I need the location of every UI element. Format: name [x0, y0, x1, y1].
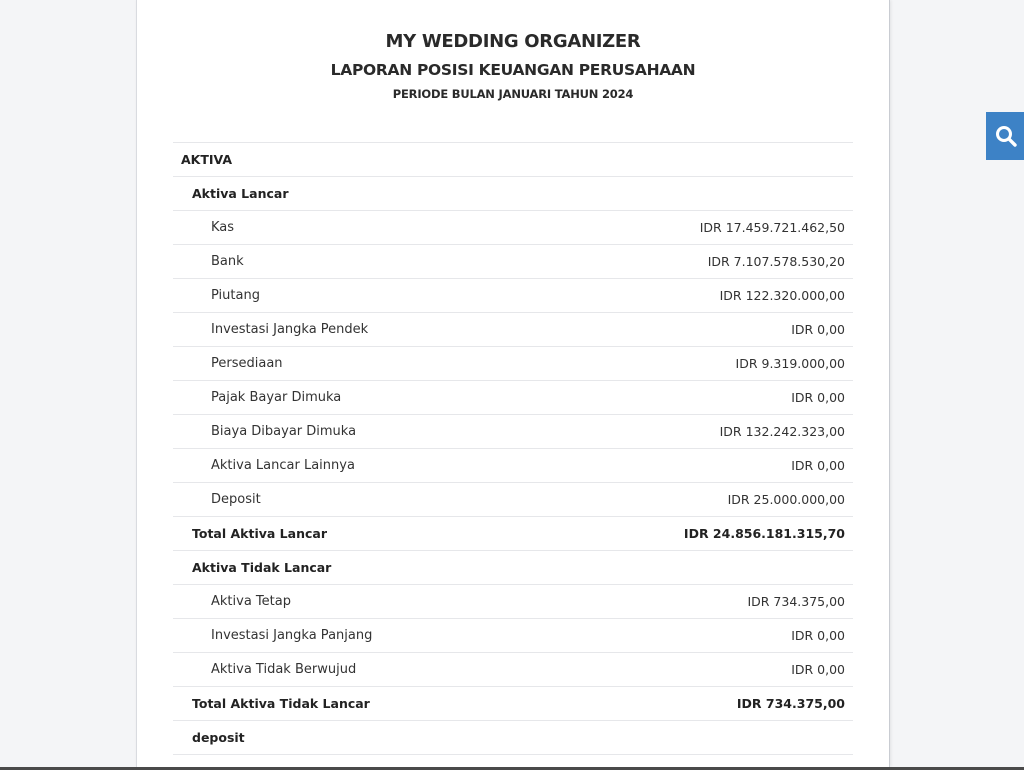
table-row: [173, 415, 853, 449]
table-row: [173, 483, 853, 517]
company-name: MY WEDDING ORGANIZER: [385, 31, 641, 52]
row-value: IDR 132.242.323,00: [719, 424, 845, 439]
table-row: [173, 585, 853, 619]
row-value: IDR 734.375,00: [747, 594, 845, 609]
row-label: Persediaan: [211, 356, 283, 371]
table-row: [173, 517, 853, 551]
row-label: Deposit: [211, 492, 261, 507]
row-label: Aktiva Tidak Lancar: [192, 560, 332, 575]
balance-sheet-table: [173, 142, 853, 755]
report-title: LAPORAN POSISI KEUANGAN PERUSAHAAN: [330, 61, 696, 79]
row-value: IDR 7.107.578.530,20: [707, 254, 845, 269]
table-row: [173, 721, 853, 755]
table-row: [173, 687, 853, 721]
row-value: IDR 122.320.000,00: [719, 288, 845, 303]
row-label: deposit: [192, 730, 245, 745]
row-value: IDR 9.319.000,00: [735, 356, 845, 371]
row-label: Bank: [211, 254, 244, 269]
table-row: [173, 619, 853, 653]
row-value: IDR 734.375,00: [736, 696, 845, 711]
row-label: Aktiva Tidak Berwujud: [211, 662, 357, 677]
report-header: [137, 30, 889, 103]
row-value: IDR 17.459.721.462,50: [699, 220, 845, 235]
table-row: [173, 211, 853, 245]
row-label: Pajak Bayar Dimuka: [211, 390, 342, 405]
row-label: Investasi Jangka Pendek: [211, 322, 369, 337]
row-label: Piutang: [211, 288, 260, 303]
report-paper: [136, 0, 890, 767]
table-row: [173, 177, 853, 211]
table-row: [173, 245, 853, 279]
row-value: IDR 0,00: [791, 662, 845, 677]
table-row: [173, 313, 853, 347]
row-value: IDR 25.000.000,00: [727, 492, 845, 507]
search-icon: [994, 124, 1018, 148]
row-label: Total Aktiva Lancar: [192, 526, 327, 541]
table-row: [173, 347, 853, 381]
search-button[interactable]: [986, 112, 1024, 160]
row-label: Investasi Jangka Panjang: [211, 628, 373, 643]
table-row: [173, 551, 853, 585]
row-value: IDR 0,00: [791, 390, 845, 405]
table-row: [173, 653, 853, 687]
row-label: AKTIVA: [181, 152, 233, 167]
row-value: IDR 0,00: [791, 458, 845, 473]
report-period: PERIODE BULAN JANUARI TAHUN 2024: [392, 87, 634, 101]
table-row: [173, 143, 853, 177]
row-label: Kas: [211, 220, 235, 235]
table-row: [173, 381, 853, 415]
table-row: [173, 449, 853, 483]
row-value: IDR 0,00: [791, 628, 845, 643]
row-value: IDR 0,00: [791, 322, 845, 337]
row-value: IDR 24.856.181.315,70: [683, 526, 845, 541]
row-label: Total Aktiva Tidak Lancar: [192, 696, 370, 711]
row-label: Aktiva Lancar Lainnya: [211, 458, 355, 473]
row-label: Aktiva Tetap: [211, 594, 291, 609]
row-label: Aktiva Lancar: [192, 186, 289, 201]
row-label: Biaya Dibayar Dimuka: [211, 424, 357, 439]
table-row: [173, 279, 853, 313]
